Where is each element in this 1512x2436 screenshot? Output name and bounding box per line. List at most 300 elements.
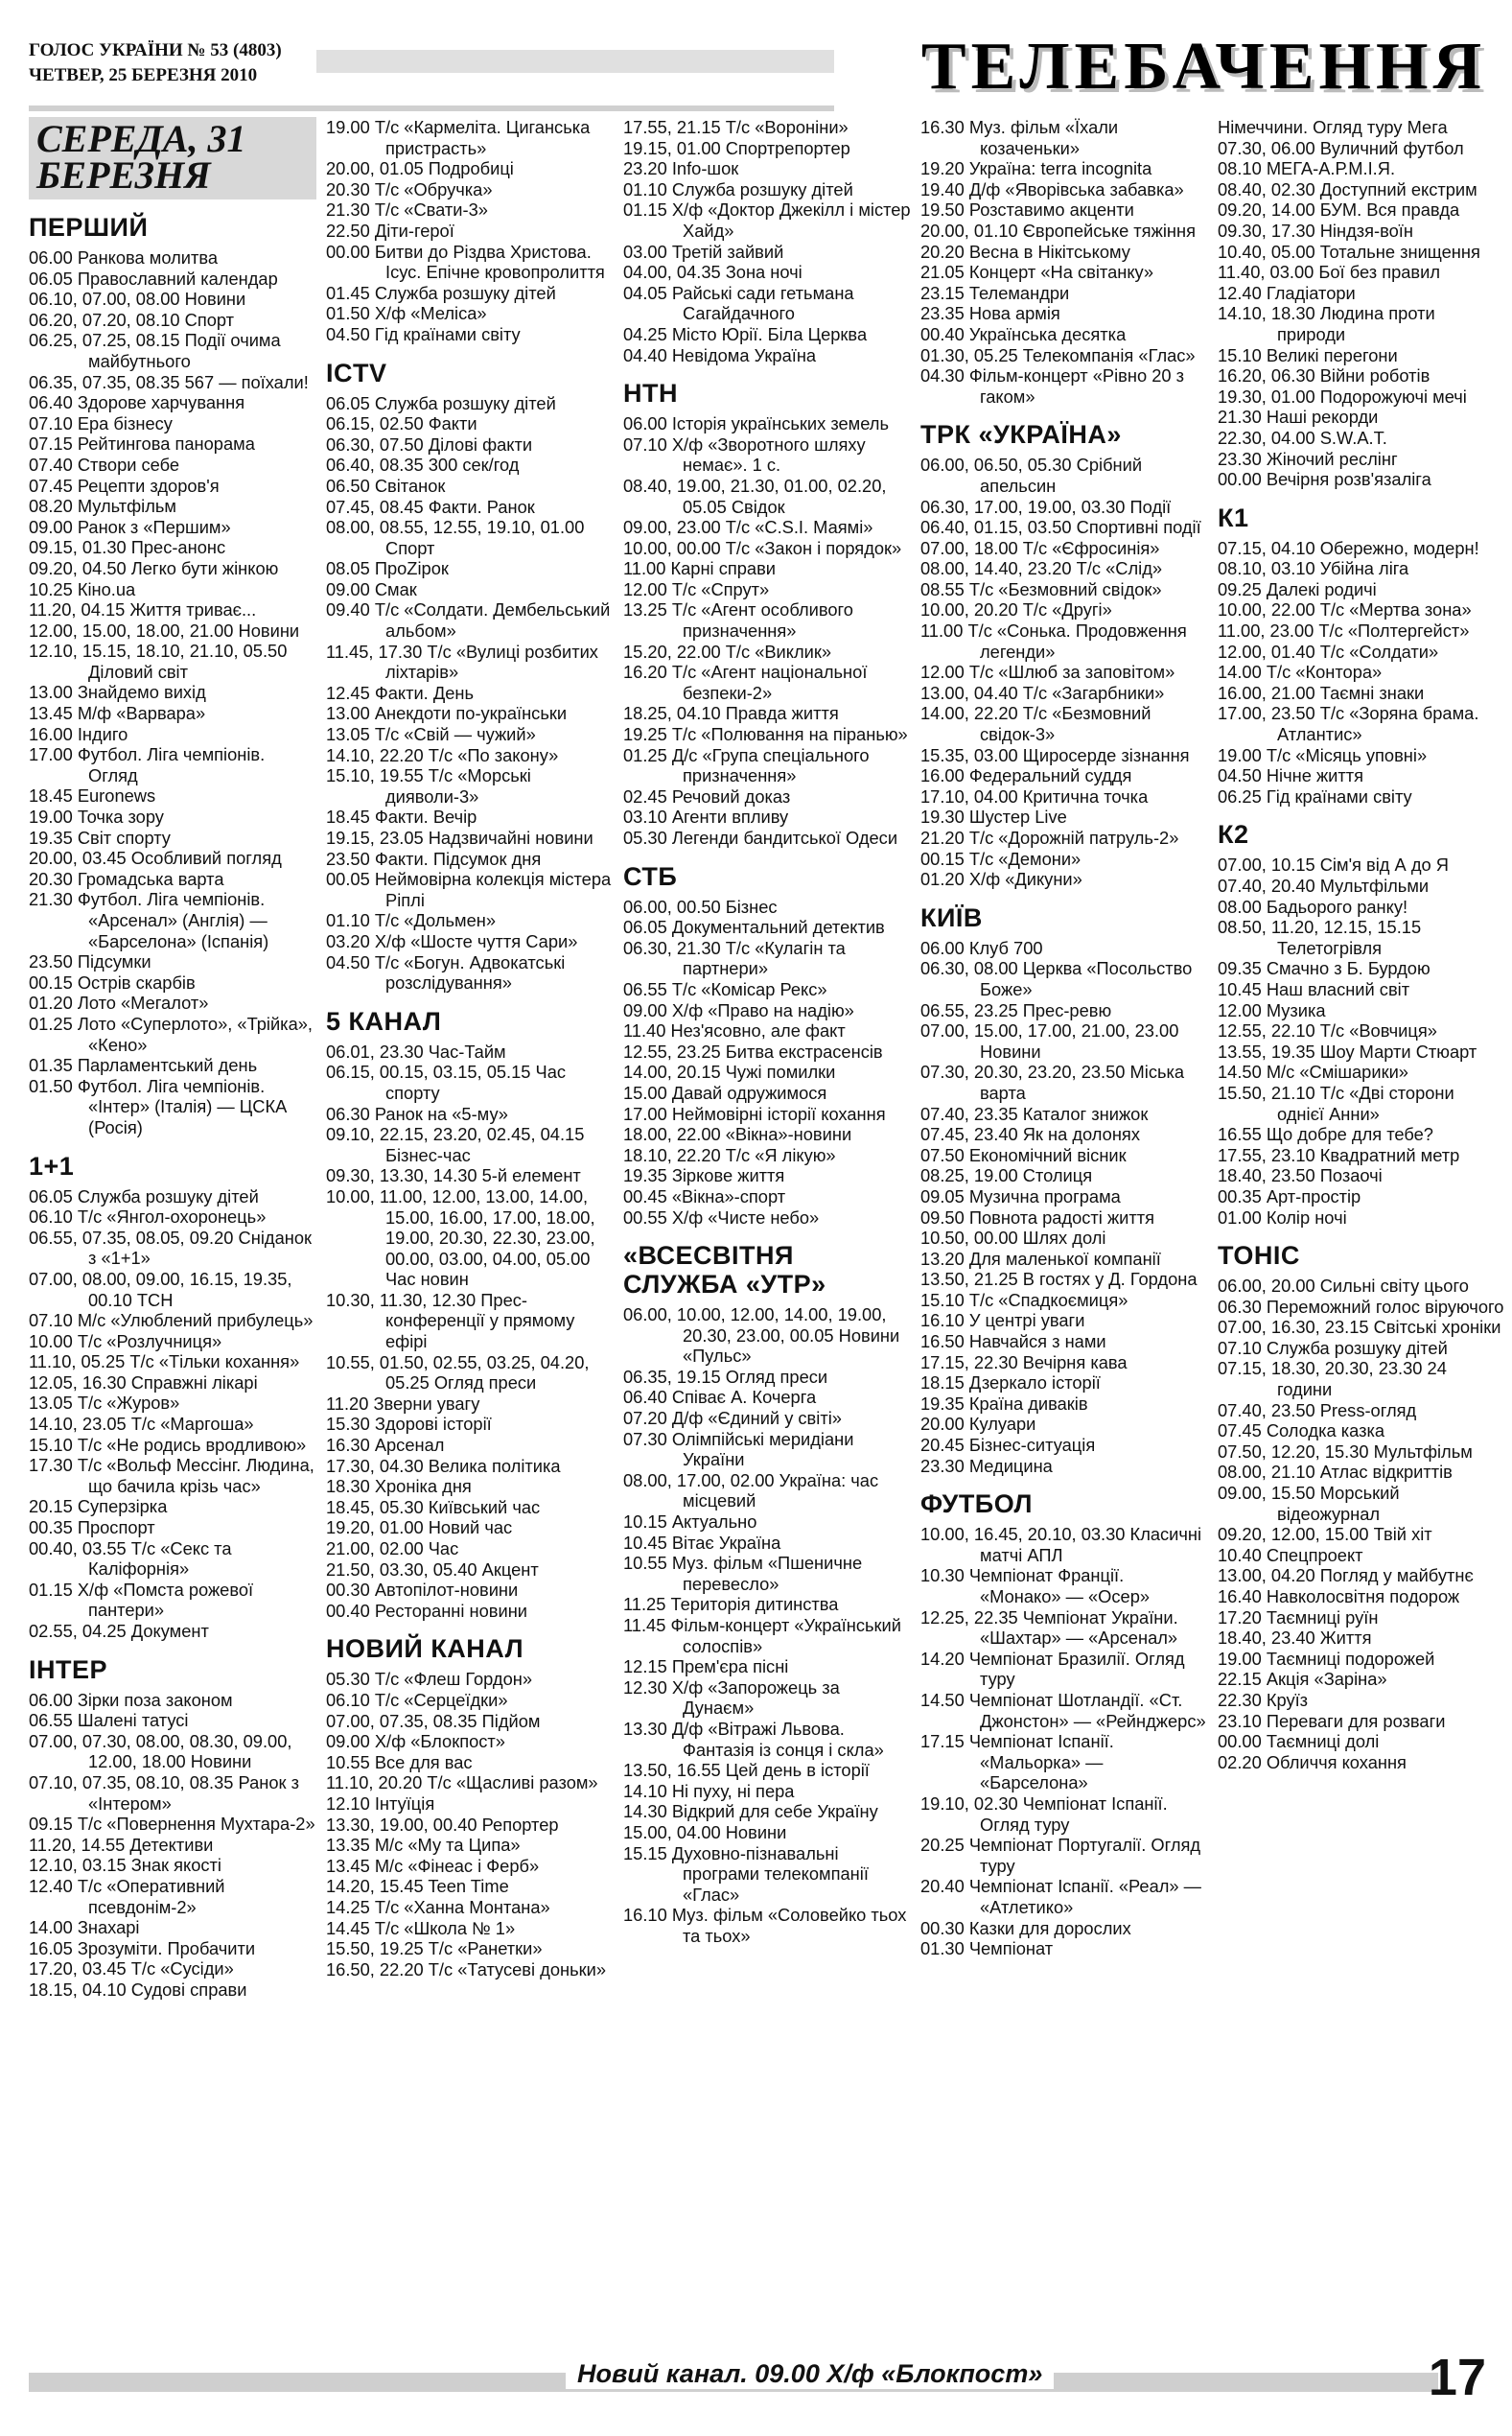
program-listing: 18.00, 22.00 «Вікна»-новини [623, 1124, 852, 1145]
program-listing: 21.05 Концерт «На світанку» [920, 262, 1154, 283]
program-listing: 07.10 Ера бізнесу [29, 412, 173, 433]
program-listing: 10.45 Вітає Україна [623, 1532, 781, 1553]
program-listing: 06.35, 07.35, 08.35 567 — поїхали! [29, 371, 309, 392]
masthead-rule [316, 50, 834, 73]
program-listing: 09.00 Ранок з «Першим» [29, 516, 231, 537]
program-listing: 06.30, 08.00 Церква «Посольство Боже» [920, 958, 1193, 999]
program-listing: 00.40, 03.55 Т/с «Секс та Каліфорнія» [29, 1537, 232, 1580]
program-listing: 09.00 Х/ф «Блокпост» [326, 1731, 505, 1752]
program-listing: 14.50 М/с «Смішарики» [1218, 1062, 1408, 1083]
program-listing: 00.15 Острів скарбів [29, 972, 196, 993]
program-listing: 08.00, 14.40, 23.20 Т/с «Слід» [920, 558, 1163, 579]
program-listing: 17.00 Футбол. Ліга чемпіонів. Огляд [29, 744, 266, 785]
program-listing: 16.30 Муз. фільм «Їхали козаченьки» [920, 117, 1119, 158]
program-listing: 12.00 Музика [1218, 999, 1326, 1020]
channel-title: ТОНІС [1218, 1241, 1300, 1271]
masthead [29, 30, 1486, 115]
program-listing: 13.30, 19.00, 00.40 Репортер [326, 1814, 559, 1835]
program-listing: 14.00 Т/с «Контора» [1218, 662, 1383, 683]
program-listing: 08.40, 19.00, 21.30, 01.00, 02.20, 05.05 Свідок [623, 475, 887, 517]
program-listing: 09.20, 04.50 Легко бути жінкою [29, 557, 279, 578]
program-listing: 00.35 Арт-простір [1218, 1185, 1361, 1206]
program-listing: 19.00 Точка зору [29, 807, 164, 828]
program-listing: 00.30 Автопілот-новини [326, 1580, 519, 1601]
program-listing: 09.15 Т/с «Повернення Мухтара-2» [29, 1814, 315, 1835]
program-listing: 19.15, 01.00 Спортрепортер [623, 137, 850, 158]
program-listing: 06.30, 07.50 Ділові факти [326, 433, 533, 455]
program-listing: 08.25, 19.00 Столиця [920, 1165, 1093, 1186]
program-listing: 19.30, 01.00 Подорожуючі мечі [1218, 386, 1467, 407]
program-listing: 10.30 Чемпіонат Франції. «Монако» — «Осер» [920, 1565, 1151, 1606]
program-listing: 15.10 Т/с «Не родись вродливою» [29, 1434, 307, 1455]
program-listing: 06.00 Ранкова молитва [29, 247, 219, 268]
program-listing: 21.30 Футбол. Ліга чемпіонів. «Арсенал» (Англія) — «Барселона» (Іспанія) [29, 889, 269, 951]
program-listing: 06.00, 20.00 Сильні світу цього [1218, 1276, 1469, 1297]
program-listing: 04.05 Райські сади гетьмана Сагайдачного [623, 282, 854, 324]
program-listing: 13.00 Анекдоти по-українськи [326, 703, 568, 724]
program-listing: 08.55 Т/с «Безмовний свідок» [920, 578, 1162, 599]
program-listing: 07.10, 07.35, 08.10, 08.35 Ранок з «Інтером» [29, 1771, 300, 1814]
program-listing: 20.45 Бізнес-ситуація [920, 1435, 1096, 1456]
program-listing: 04.40 Невідома Україна [623, 344, 817, 365]
program-listing: 16.10 У центрі уваги [920, 1310, 1085, 1331]
program-listing: 04.30 Фільм-концерт «Рівно 20 з гаком» [920, 365, 1185, 407]
program-listing: 01.25 Д/с «Група спеціального призначення» [623, 744, 870, 786]
program-listing: 19.20 Україна: terra incognita [920, 158, 1152, 179]
program-listing: 01.10 Т/с «Дольмен» [326, 910, 497, 931]
channel-title: 5 КАНАЛ [326, 1006, 442, 1036]
program-listing: 18.10, 22.20 Т/с «Я лікую» [623, 1144, 836, 1165]
program-listing: 03.10 Агенти впливу [623, 807, 789, 828]
program-listing: 06.50 Світанок [326, 475, 446, 496]
program-listing: 00.45 «Вікна»-спорт [623, 1185, 786, 1206]
program-listing: 12.15 Прем'єра пісні [623, 1656, 789, 1677]
program-listing: 10.00, 20.20 Т/с «Другі» [920, 599, 1112, 621]
program-listing: 06.05 Православний календар [29, 268, 278, 289]
program-listing: 16.40 Навколосвітня подорож [1218, 1586, 1460, 1606]
program-listing: 11.00 Карні справи [623, 558, 776, 579]
program-listing: 06.40, 08.35 300 сек/год [326, 455, 520, 476]
program-listing: 18.45 Euronews [29, 785, 156, 807]
page-number: 17 [1428, 2349, 1486, 2406]
program-listing: 16.50, 22.20 Т/с «Татусеві доньки» [326, 1958, 606, 1979]
program-listing: 00.00 Вечірня розв'язаліга [1218, 469, 1431, 490]
program-listing: 01.25 Лото «Суперлото», «Трійка», «Кено» [29, 1013, 313, 1055]
program-listing: 06.30, 17.00, 19.00, 03.30 Події [920, 496, 1172, 517]
program-listing: 13.00, 04.40 Т/с «Загарбники» [920, 682, 1165, 703]
program-listing: 16.00 Федеральний суддя [920, 765, 1132, 786]
program-listing: 14.20, 15.45 Teen Time [326, 1876, 509, 1897]
program-listing: 04.50 Т/с «Богун. Адвокатські розслідування» [326, 951, 566, 994]
program-listing: 03.20 Х/ф «Шосте чуття Сари» [326, 930, 578, 951]
program-listing: 07.10 Х/ф «Зворотного шляху немає». 1 с. [623, 433, 866, 476]
program-listing: 15.10 Великі перегони [1218, 344, 1398, 365]
program-listing: 18.15 Дзеркало історії [920, 1372, 1101, 1394]
program-listing: 06.15, 00.15, 03.15, 05.15 Час спорту [326, 1062, 567, 1103]
program-listing: 07.00, 07.35, 08.35 Підйом [326, 1710, 541, 1731]
program-listing: 09.00, 15.50 Морський відеожурнал [1218, 1483, 1400, 1524]
program-listing: 10.00, 16.45, 20.10, 03.30 Класичні матчі АПЛ [920, 1524, 1202, 1565]
program-listing: 07.40 Створи себе [29, 454, 180, 475]
program-listing: 09.30, 17.30 Ніндзя-воїн [1218, 220, 1413, 241]
program-listing: 10.45 Наш власний світ [1218, 978, 1410, 999]
program-listing: 23.20 Info-шок [623, 158, 739, 179]
program-listing: 11.20, 04.15 Життя триває... [29, 599, 257, 621]
newspaper-issue: ГОЛОС УКРАЇНИ № 53 (4803) [29, 40, 282, 60]
program-listing: 06.55 Т/с «Комісар Рекс» [623, 978, 827, 999]
program-listing: 01.50 Футбол. Ліга чемпіонів. «Інтер» (Італія) — ЦСКА (Росія) [29, 1075, 288, 1137]
program-listing: 19.35 Країна диваків [920, 1393, 1088, 1414]
program-listing: 01.50 Х/ф «Меліса» [326, 303, 487, 324]
program-listing: 04.00, 04.35 Зона ночі [623, 262, 803, 283]
program-listing: 07.30, 20.30, 23.20, 23.50 Міська варта [920, 1062, 1185, 1103]
program-listing: 06.30, 21.30 Т/с «Кулагін та партнери» [623, 937, 846, 979]
program-listing: 00.15 Т/с «Демони» [920, 848, 1082, 869]
program-listing: 01.15 Х/ф «Доктор Джекілл і містер Хайд» [623, 199, 911, 241]
program-listing: 10.15 Актуально [623, 1511, 757, 1533]
program-listing: 12.30 Х/ф «Запорожець за Дунаєм» [623, 1676, 840, 1719]
program-listing: 06.10 Т/с «Серцеїдки» [326, 1689, 508, 1710]
program-listing: 13.25 Т/с «Агент особливого призначення» [623, 599, 853, 642]
program-listing: 11.40, 03.00 Бої без правил [1218, 262, 1441, 283]
program-listing: 10.25 Кіно.ua [29, 578, 136, 599]
program-listing: 09.40 Т/с «Солдати. Дембельський альбом» [326, 599, 611, 642]
program-listing: 09.20, 12.00, 15.00 Твій хіт [1218, 1524, 1432, 1545]
section-title: ТЕЛЕБАЧЕННЯ [920, 30, 1486, 104]
program-listing: 23.50 Факти. Підсумок дня [326, 848, 542, 869]
program-listing: 11.40 Нез'ясовно, але факт [623, 1020, 846, 1042]
channel-title: ICTV [326, 358, 387, 387]
program-listing: 20.00, 01.10 Європейське тяжіння [920, 220, 1196, 241]
program-listing: 21.20 Т/с «Дорожній патруль-2» [920, 828, 1179, 848]
program-listing: 08.05 ПроZірок [326, 558, 449, 579]
program-listing: 13.50, 16.55 Цей день в історії [623, 1760, 870, 1781]
program-listing: 18.45, 05.30 Київський час [326, 1496, 541, 1517]
program-listing: 17.20, 03.45 Т/с «Сусіди» [29, 1958, 234, 1979]
program-listing: 06.35, 19.15 Огляд преси [623, 1366, 828, 1387]
program-listing: 15.15 Духовно-пізнавальні програми телекомпанії «Глас» [623, 1842, 869, 1905]
program-listing: 06.00, 00.50 Бізнес [623, 896, 778, 917]
program-listing: 20.00, 01.05 Подробиці [326, 158, 514, 179]
program-listing: 14.30 Відкрий для себе Україну [623, 1801, 878, 1822]
program-listing: 16.20, 06.30 Війни роботів [1218, 365, 1431, 386]
program-listing: 01.10 Служба розшуку дітей [623, 178, 853, 199]
program-listing: 13.30 Д/ф «Вітражі Львова. Фантазія із сонця і скла» [623, 1718, 884, 1760]
program-listing: 15.10, 19.55 Т/с «Морські дияволи-3» [326, 765, 531, 807]
schedule-columns [29, 117, 1504, 2352]
program-listing: 13.20 Для маленької компанії [920, 1248, 1161, 1269]
program-listing: 07.00, 08.00, 09.00, 16.15, 19.35, 00.10 ТСН [29, 1268, 292, 1310]
program-listing: 10.00 Т/с «Розлучниця» [29, 1330, 222, 1351]
program-listing: 07.20 Д/ф «Єдиний у світі» [623, 1408, 842, 1429]
program-listing: 10.30, 11.30, 12.30 Прес-конференції у прямому ефірі [326, 1289, 575, 1352]
program-listing: 01.35 Парламентський день [29, 1055, 258, 1076]
program-listing: 05.30 Т/с «Флеш Гордон» [326, 1669, 533, 1690]
program-listing: 19.15, 23.05 Надзвичайні новини [326, 828, 593, 848]
program-listing: 14.20 Чемпіонат Бразилії. Огляд туру [920, 1648, 1185, 1690]
program-listing: 17.00 Неймовірні історії кохання [623, 1103, 886, 1124]
program-listing: 14.45 Т/с «Школа № 1» [326, 1917, 516, 1938]
program-listing: 18.30 Хроніка дня [326, 1476, 472, 1497]
program-listing: 08.10, 03.10 Убійна ліга [1218, 558, 1409, 579]
program-listing: 01.20 Лото «Мегалот» [29, 993, 209, 1014]
program-listing: 11.20, 14.55 Детективи [29, 1834, 214, 1855]
program-listing: 06.00 Клуб 700 [920, 937, 1043, 958]
program-listing: 17.55, 23.10 Квадратний метр [1218, 1144, 1460, 1165]
program-listing: 19.00 Т/с «Кармеліта. Циганська пристрасть» [326, 117, 591, 158]
program-listing: 06.00 Історія українських земель [623, 413, 889, 434]
program-listing: 19.00 Таємниці подорожей [1218, 1648, 1435, 1669]
program-listing: 17.55, 21.15 Т/с «Вороніни» [623, 117, 849, 137]
program-listing: 13.00 Знайдемо вихід [29, 682, 206, 703]
program-listing: 13.35 М/с «Му та Ципа» [326, 1835, 521, 1856]
program-listing: 20.25 Чемпіонат Португалії. Огляд туру [920, 1835, 1201, 1876]
program-listing: 15.50, 19.25 Т/с «Ранетки» [326, 1938, 543, 1959]
program-listing: 14.10, 18.30 Людина проти природи [1218, 303, 1435, 344]
program-listing: 14.25 Т/с «Ханна Монтана» [326, 1896, 550, 1917]
program-listing: 06.05 Документальний детектив [623, 917, 885, 938]
channel-title: КИЇВ [920, 902, 983, 932]
page-footer [29, 2348, 1486, 2424]
program-listing: 06.10 Т/с «Янгол-охоронець» [29, 1206, 267, 1228]
program-listing: 19.00 Т/с «Місяць уповні» [1218, 744, 1428, 765]
program-listing: 13.55, 19.35 Шоу Марти Стюарт [1218, 1041, 1477, 1062]
program-listing: 07.15 Рейтингова панорама [29, 433, 255, 455]
program-listing: 22.30, 04.00 S.W.A.T. [1218, 427, 1387, 448]
program-listing: 16.00 Індиго [29, 723, 128, 744]
program-listing: 22.15 Акція «Заріна» [1218, 1669, 1387, 1690]
program-listing: 06.20, 07.20, 08.10 Спорт [29, 309, 235, 330]
program-listing: 19.50 Розставимо акценти [920, 199, 1134, 221]
column-2 [326, 117, 614, 2352]
program-listing: 18.45 Факти. Вечір [326, 807, 477, 828]
program-listing: 19.30 Шустер Live [920, 807, 1067, 828]
program-listing: 08.00, 21.10 Атлас відкриттів [1218, 1462, 1453, 1483]
program-listing: 00.55 Х/ф «Чисте небо» [623, 1206, 820, 1228]
program-listing: 02.20 Обличчя кохання [1218, 1751, 1407, 1772]
program-listing: 15.10 Т/с «Спадкоємиця» [920, 1289, 1128, 1310]
channel-title: ПЕРШИЙ [29, 213, 149, 242]
program-listing: 11.00, 23.00 Т/с «Полтергейст» [1218, 621, 1470, 642]
program-listing: 17.00, 23.50 Т/с «Зоряна брама. Атлантис» [1218, 703, 1479, 745]
program-listing: 16.05 Зрозуміти. Пробачити [29, 1937, 256, 1958]
program-listing: 07.00, 16.30, 23.15 Світські хроніки [1218, 1317, 1501, 1338]
program-listing: 09.35 Смачно з Б. Бурдою [1218, 958, 1431, 979]
program-listing: 13.05 Т/с «Свій — чужий» [326, 724, 536, 745]
program-listing: 17.20 Таємниці руїн [1218, 1606, 1379, 1628]
program-listing: 12.45 Факти. День [326, 682, 475, 703]
program-listing: 07.50, 12.20, 15.30 Мультфільм [1218, 1441, 1473, 1462]
program-listing: 06.30 Ранок на «5-му» [326, 1103, 508, 1124]
program-listing: 07.10 М/с «Улюблений прибулець» [29, 1310, 314, 1331]
program-listing: 06.55, 23.25 Прес-ревю [920, 999, 1112, 1020]
program-listing: 19.35 Світ спорту [29, 827, 171, 848]
program-listing: 09.15, 01.30 Прес-анонс [29, 537, 226, 558]
footer-promo: Новий канал. 09.00 Х/ф «Блокпост» [566, 2359, 1054, 2389]
program-listing: 08.00 Бадьорого ранку! [1218, 896, 1408, 917]
program-listing: 17.30 Т/с «Вольф Мессінг. Людина, що бачила крізь час» [29, 1455, 314, 1496]
program-listing: 08.50, 11.20, 12.15, 15.15 Телетогрівля [1218, 917, 1422, 958]
column-3 [623, 117, 911, 2352]
program-listing: 10.55 Муз. фільм «Пшеничне перевесло» [623, 1553, 863, 1594]
program-listing: 16.30 Арсенал [326, 1435, 445, 1456]
program-listing: 20.00, 03.45 Особливий погляд [29, 848, 282, 869]
program-listing: 01.45 Служба розшуку дітей [326, 282, 556, 303]
program-listing: 19.25 Т/с «Полювання на піранью» [623, 724, 908, 745]
program-listing: 13.50, 21.25 В гостях у Д. Гордона [920, 1269, 1198, 1290]
program-listing: 16.55 Що добре для тебе? [1218, 1124, 1433, 1145]
program-listing: 18.15, 04.10 Судові справи [29, 1979, 247, 2000]
channel-title: ІНТЕР [29, 1654, 108, 1684]
program-listing: 14.00, 20.15 Чужі помилки [623, 1062, 836, 1083]
program-listing: 14.50 Чемпіонат Шотландії. «Ст. Джонстон» — «Рейнджерс» [920, 1689, 1206, 1731]
program-listing: 09.10, 22.15, 23.20, 02.45, 04.15 Бізнес-час [326, 1124, 585, 1165]
program-listing: 06.01, 23.30 Час-Тайм [326, 1041, 506, 1062]
program-listing: 13.45 М/с «Фінеас і Ферб» [326, 1855, 540, 1876]
program-listing: 09.50 Повнота радості життя [920, 1206, 1155, 1228]
program-listing: 12.10, 15.15, 18.10, 21.10, 05.50 Діловий світ [29, 641, 288, 682]
program-listing: 06.40 Співає А. Кочерга [623, 1387, 817, 1408]
program-listing: 06.05 Служба розшуку дітей [326, 392, 556, 413]
program-listing: 10.40, 05.00 Тотальне знищення [1218, 241, 1480, 262]
program-listing: 07.00, 18.00 Т/с «Єфросинія» [920, 537, 1160, 558]
program-listing: 10.55 Все для вас [326, 1751, 473, 1772]
column-5 [1218, 117, 1505, 2352]
program-listing: 10.00, 00.00 Т/с «Закон і порядок» [623, 537, 902, 558]
program-listing: 08.00, 08.55, 12.55, 19.10, 01.00 Спорт [326, 517, 585, 558]
program-listing: 14.00, 22.20 Т/с «Безмовний свідок-3» [920, 703, 1151, 745]
program-listing: 12.25, 22.35 Чемпіонат України. «Шахтар» — «Арсенал» [920, 1606, 1178, 1649]
program-listing: 12.55, 22.10 Т/с «Вовчиця» [1218, 1020, 1437, 1042]
program-listing: 14.10 Ні пуху, ні пера [623, 1780, 795, 1801]
program-listing: 17.15, 22.30 Вечірня кава [920, 1351, 1128, 1372]
program-listing: 06.40, 01.15, 03.50 Спортивні події [920, 517, 1201, 538]
program-listing: 01.20 Х/ф «Дикуни» [920, 869, 1082, 890]
issue-date: ЧЕТВЕР, 25 БЕРЕЗНЯ 2010 [29, 65, 258, 85]
program-listing: 22.50 Діти-герої [326, 220, 454, 241]
program-listing: 11.45, 17.30 Т/с «Вулиці розбитих ліхтарів» [326, 641, 598, 683]
program-listing: 13.05 Т/с «Журов» [29, 1393, 180, 1414]
program-listing: 07.45, 23.40 Як на долонях [920, 1124, 1140, 1145]
program-listing: 04.50 Гід країнами світу [326, 323, 521, 344]
program-listing: 07.30, 06.00 Вуличний футбол [1218, 137, 1464, 158]
program-listing: 07.40, 20.40 Мультфільми [1218, 876, 1430, 896]
program-listing: 06.25, 07.25, 08.15 Події очима майбутнього [29, 330, 281, 371]
program-listing: 16.00, 21.00 Таємні знаки [1218, 682, 1425, 703]
program-listing: 21.00, 02.00 Час [326, 1538, 459, 1558]
program-listing: 04.50 Нічне життя [1218, 765, 1364, 786]
program-listing: 07.00, 10.15 Сім'я від А до Я [1218, 855, 1449, 876]
program-listing: 20.30 Т/с «Обручка» [326, 178, 493, 199]
program-listing: 09.20, 14.00 БУМ. Вся правда [1218, 199, 1460, 221]
program-listing: 10.40 Спецпроект [1218, 1544, 1363, 1565]
program-listing: Німеччини. Огляд туру Мега [1218, 117, 1448, 137]
program-listing: 10.55, 01.50, 02.55, 03.25, 04.20, 05.25 Огляд преси [326, 1351, 590, 1394]
program-listing: 15.30 Здорові історії [326, 1414, 492, 1435]
program-listing: 20.00 Кулуари [920, 1414, 1036, 1435]
program-listing: 10.50, 00.00 Шлях долі [920, 1228, 1106, 1249]
program-listing: 06.40 Здорове харчування [29, 392, 245, 413]
channel-title: К1 [1218, 503, 1249, 532]
issue-info [29, 38, 316, 88]
program-listing: 00.05 Неймовірна колекція містера Ріплі [326, 869, 612, 910]
program-listing: 09.30, 13.30, 14.30 5-й елемент [326, 1165, 581, 1186]
program-listing: 06.55, 07.35, 08.05, 09.20 Сніданок з «1+1» [29, 1227, 312, 1269]
program-listing: 15.20, 22.00 Т/с «Виклик» [623, 641, 832, 662]
program-listing: 07.50 Економічний вісник [920, 1144, 1127, 1165]
program-listing: 07.40, 23.50 Press-огляд [1218, 1399, 1417, 1420]
program-listing: 09.25 Далекі родичі [1218, 578, 1377, 599]
channel-title: СТБ [623, 861, 678, 891]
program-listing: 09.00, 23.00 Т/с «C.S.I. Маямі» [623, 517, 873, 538]
program-listing: 14.10, 23.05 Т/с «Маргоша» [29, 1414, 254, 1435]
program-listing: 01.30 Чемпіонат [920, 1938, 1054, 1959]
program-listing: 14.10, 22.20 Т/с «По закону» [326, 744, 559, 765]
program-listing: 19.35 Зіркове життя [623, 1165, 785, 1186]
program-listing: 02.45 Речовий доказ [623, 785, 791, 807]
program-listing: 21.30 Т/с «Свати-3» [326, 199, 488, 221]
program-listing: 23.50 Підсумки [29, 951, 151, 972]
program-listing: 07.15, 04.10 Обережно, модерн! [1218, 537, 1479, 558]
program-listing: 13.00, 04.20 Погляд у майбутнє [1218, 1565, 1474, 1586]
program-listing: 16.50 Навчайся з нами [920, 1331, 1106, 1352]
program-listing: 08.00, 17.00, 02.00 Україна: час місцевий [623, 1469, 879, 1511]
program-listing: 16.10 Муз. фільм «Соловейко тьох та тьох» [623, 1905, 907, 1946]
program-listing: 11.10, 05.25 Т/с «Тільки кохання» [29, 1351, 300, 1372]
program-listing: 07.10 Служба розшуку дітей [1218, 1337, 1448, 1358]
program-listing: 13.45 М/ф «Варвара» [29, 703, 206, 724]
program-listing: 05.30 Легенди бандитської Одеси [623, 828, 898, 848]
program-listing: 07.15, 18.30, 20.30, 23.30 24 години [1218, 1358, 1447, 1400]
program-listing: 00.30 Казки для дорослих [920, 1917, 1131, 1938]
program-listing: 00.35 Проспорт [29, 1517, 155, 1538]
program-listing: 01.15 Х/ф «Помста рожевої пантери» [29, 1579, 254, 1621]
program-listing: 00.00 Битви до Різдва Христова. Ісус. Епічне кровопролиття [326, 241, 605, 283]
channel-title: 1+1 [29, 1151, 75, 1181]
channel-title: НТН [623, 379, 678, 409]
program-listing: 01.00 Колір ночі [1218, 1206, 1347, 1228]
program-listing: 09.00 Смак [326, 578, 417, 599]
program-listing: 23.30 Жіночий реслінг [1218, 448, 1398, 469]
program-listing: 21.50, 03.30, 05.40 Акцент [326, 1558, 539, 1580]
program-listing: 06.10, 07.00, 08.00 Новини [29, 289, 246, 310]
program-listing: 18.25, 04.10 Правда життя [623, 703, 839, 724]
program-listing: 06.25 Гід країнами світу [1218, 785, 1412, 807]
program-listing: 11.25 Територія дитинства [623, 1594, 839, 1615]
program-listing: 00.40 Українська десятка [920, 323, 1127, 344]
program-listing: 17.10, 04.00 Критична точка [920, 785, 1149, 807]
program-listing: 02.55, 04.25 Документ [29, 1621, 209, 1641]
program-listing: 12.05, 16.30 Справжні лікарі [29, 1371, 258, 1393]
program-listing: 20.40 Чемпіонат Іспанії. «Реал» — «Атлетико» [920, 1876, 1201, 1917]
program-listing: 06.00, 06.50, 05.30 Срібний апельсин [920, 455, 1143, 496]
program-listing: 04.25 Місто Юрії. Біла Церква [623, 323, 868, 344]
program-listing: 07.45 Солодка казка [1218, 1420, 1385, 1441]
masthead-underline [29, 105, 834, 111]
program-listing: 23.10 Переваги для розваги [1218, 1710, 1446, 1731]
program-listing: 23.15 Телемандри [920, 282, 1070, 303]
program-listing: 06.05 Служба розшуку дітей [29, 1185, 259, 1206]
program-listing: 10.00, 11.00, 12.00, 13.00, 14.00, 15.00, 16.00, 17.00, 18.00, 19.00, 20.30, 22.30, 23.00, 00.00, 03.00, 04.00, 05.00 Час новин [326, 1185, 595, 1290]
program-listing: 11.00 Т/с «Сонька. Продовження легенди» [920, 621, 1187, 662]
program-listing: 20.20 Весна в Нікітському [920, 241, 1130, 262]
day-header: СЕРЕДА, 31 БЕРЕЗНЯ [29, 117, 316, 199]
program-listing: 01.30, 05.25 Телекомпанія «Глас» [920, 344, 1196, 365]
program-listing: 19.40 Д/ф «Яворівська забавка» [920, 178, 1184, 199]
program-listing: 08.20 Мультфільм [29, 496, 176, 517]
program-listing: 07.30 Олімпійські меридіани України [623, 1428, 854, 1470]
program-listing: 11.20 Зверни увагу [326, 1393, 480, 1414]
